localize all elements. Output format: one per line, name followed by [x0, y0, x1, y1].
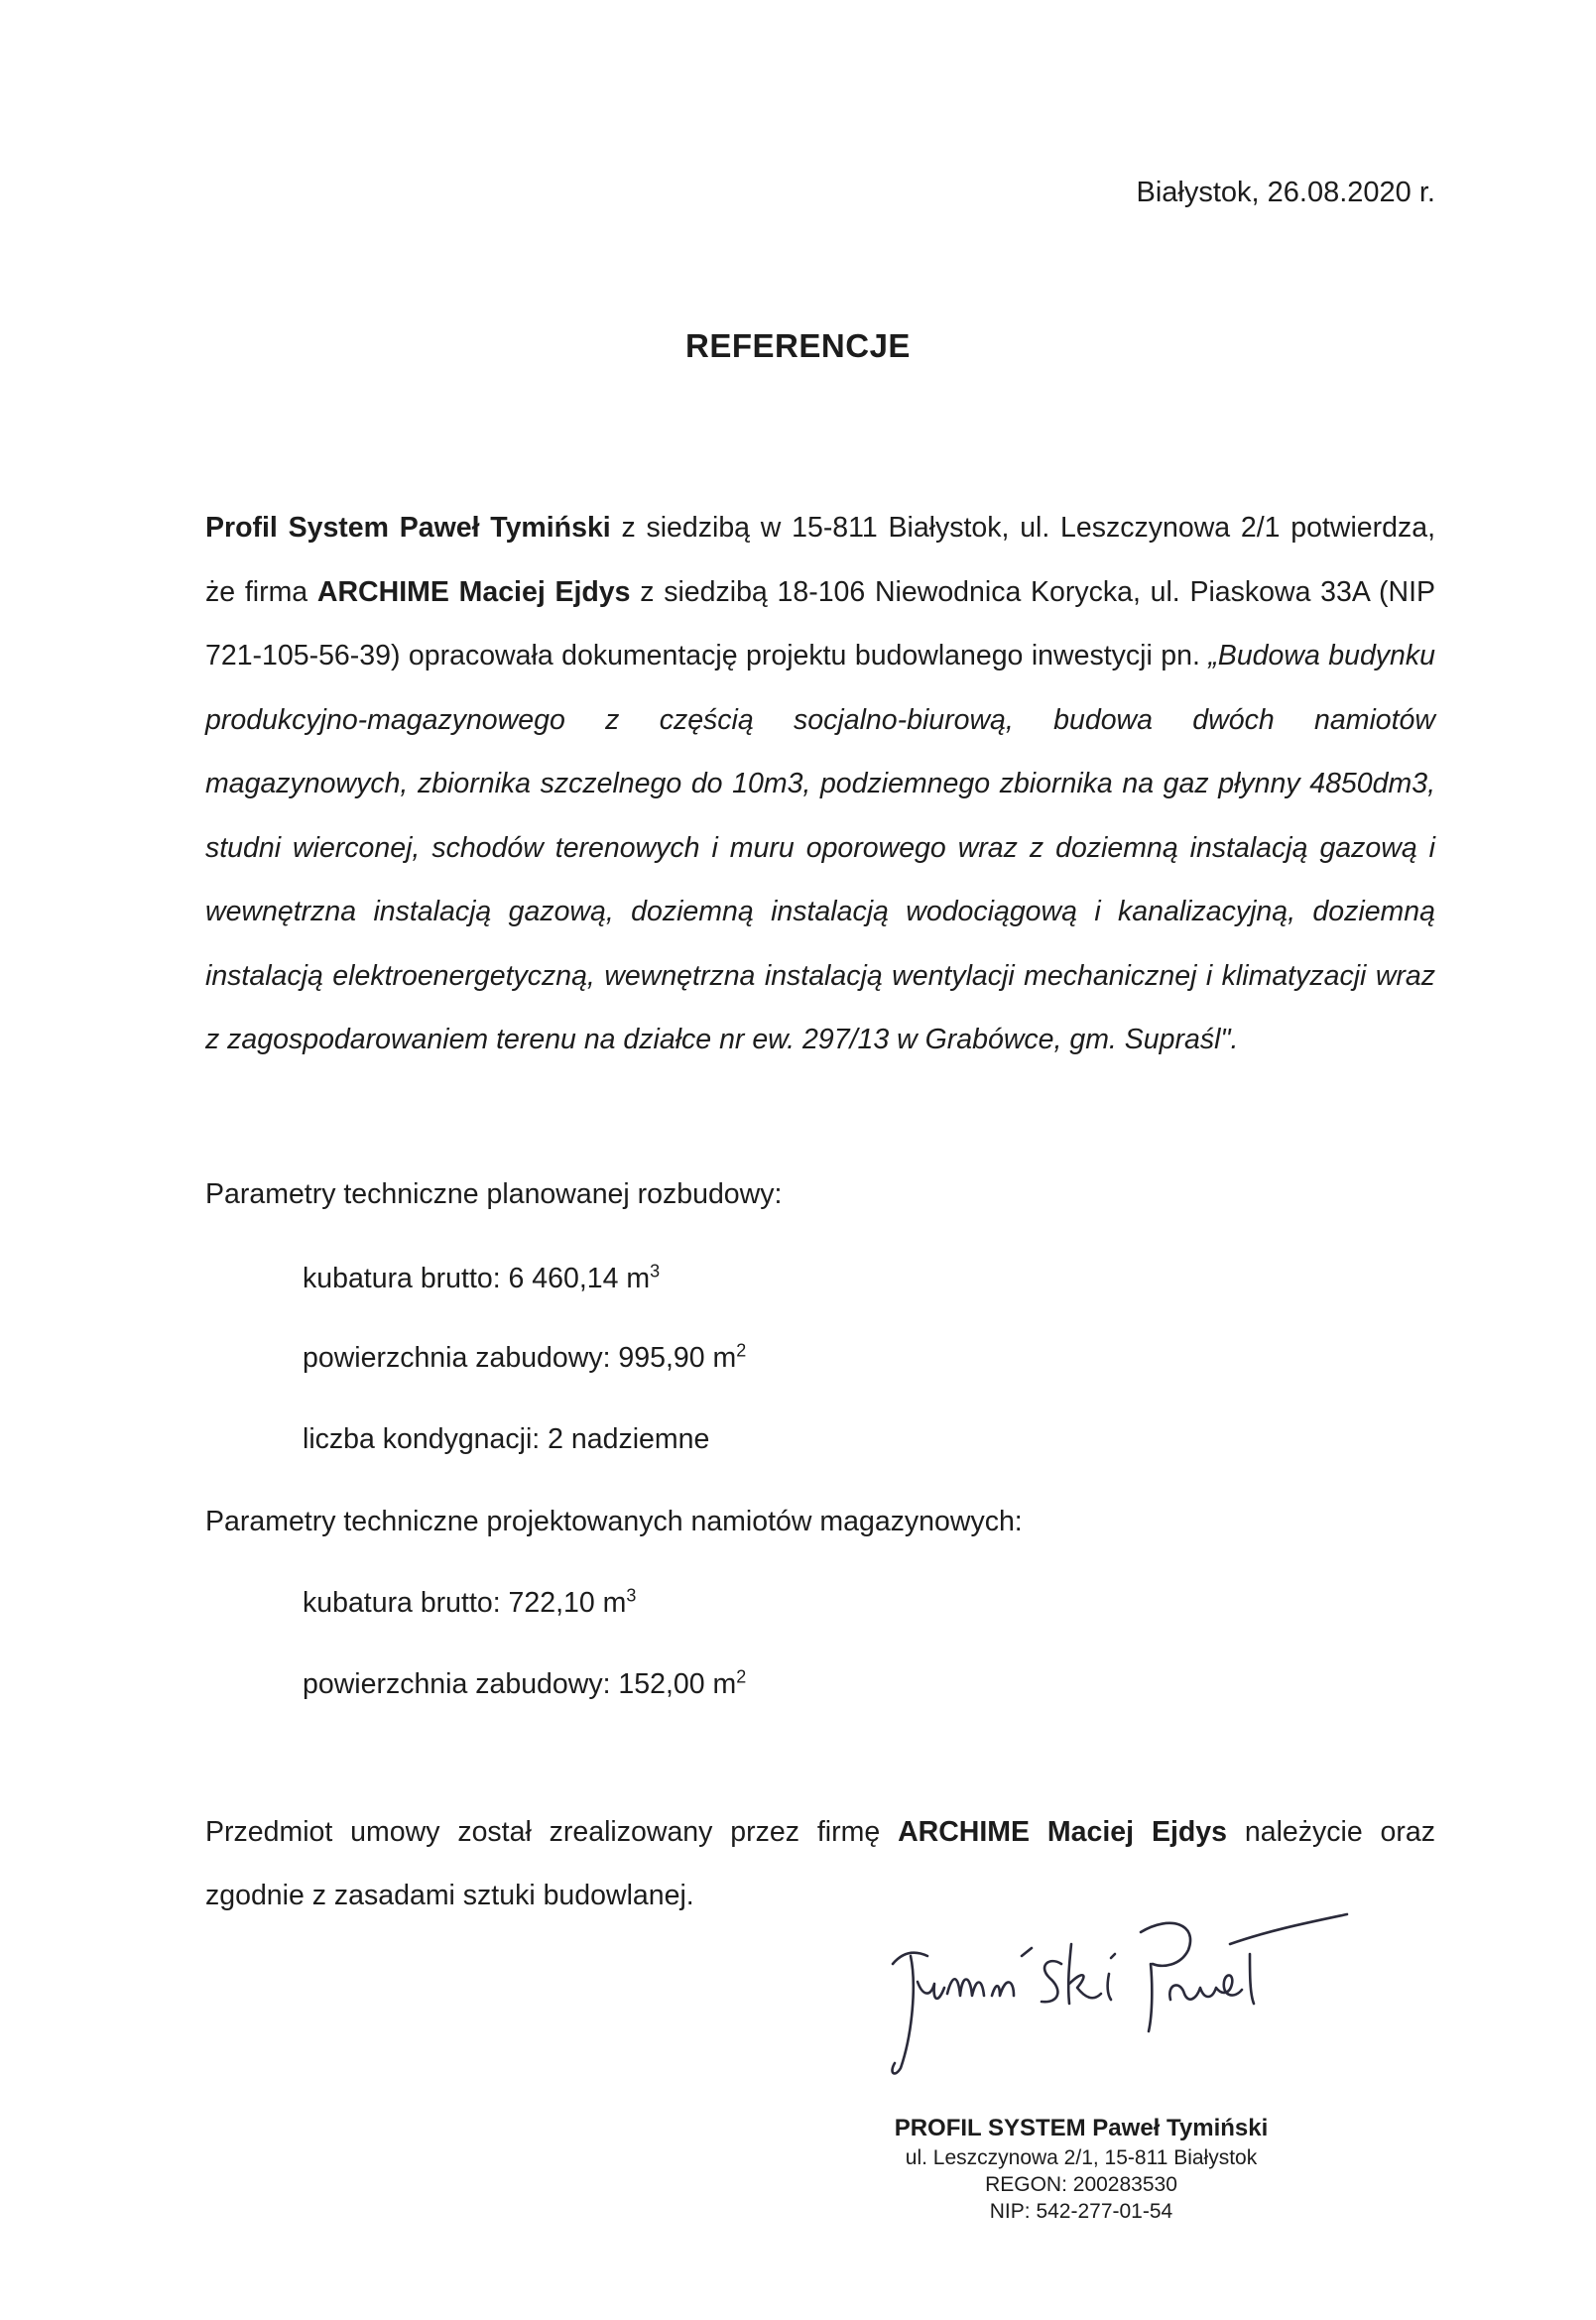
paragraph-text-part1: z siedzibą w 15-811 Białystok, ul. Leszczynowa 2/1 potwierdza, że firma [205, 512, 1435, 608]
param-tents-gross-volume: kubatura brutto: 722,10 $m^3$ [303, 1585, 637, 1619]
param-storeys: liczba kondygnacji: 2 nadziemne [303, 1423, 710, 1455]
contractor-company-name: ARCHIME Maciej Ejdys [316, 575, 631, 608]
stamp-address: ul. Leszczynowa 2/1, 15-811 Białystok [905, 2146, 1258, 2169]
investment-name: „Budowa budynku produkcyjno-magazynowego z częścią socjalno-biurową, budowa dwóch namiotów magazynowych, zbiornika szczelnego do 10m3, podziemnego zbiornika na gaz płynny 4850dm3, studni wierconej, schodów terenowych i muru oporowego wraz z doziemną instalacją gazową i wewnętrzna instalacją gazową, doziemną instalacją wodociągową i kanalizacyjną, doziemną instalacją elektroenergetyczną, wewnętrzna instalacją wentylacji mechanicznej i klimatyzacji wraz z zagospodarowaniem terenu na działce nr ew. 297/13 w Grabówce, gm. Supraśl". [205, 640, 1435, 1055]
stamp-nip: NIP: 542-277-01-54 [989, 2200, 1173, 2223]
param-tents-built-area: powierzchnia zabudowy: 152,00 $m^2$ [303, 1666, 747, 1700]
issuer-company-name: Profil System Paweł Tymiński [205, 512, 611, 544]
closing-paragraph: Przedmiot umowy został zrealizowany przez firmę ARCHIME Maciej Ejdys należycie oraz zgodnie z zasadami sztuki budowlanej. [205, 1816, 1435, 1911]
document-title: REFERENCJE [685, 327, 911, 364]
stamp-regon: REGON: 200283530 [985, 2173, 1177, 2196]
param-built-area: powierzchnia zabudowy: 995,90 $m^2$ [303, 1340, 747, 1374]
handwritten-signature [873, 1904, 1349, 2083]
company-stamp [873, 2113, 1289, 2225]
contractor-company-name-closing: ARCHIME Maciej Ejdys [898, 1816, 1227, 1848]
stamp-company-name: PROFIL SYSTEM Paweł Tymiński [894, 2115, 1269, 2141]
param-gross-volume: kubatura brutto: 6 460,14 $m^3$ [303, 1261, 661, 1294]
reference-paragraph [205, 496, 1435, 1072]
paragraph-text-part2: z siedzibą 18-106 Niewodnica Korycka, ul. Piaskowa 33A (NIP 721-105-56-39) opracowała dokumentację projektu budowlanego inwestycji pn. [205, 575, 1436, 672]
params-expansion-heading: Parametry techniczne planowanej rozbudowy: [205, 1178, 783, 1210]
document-date: Białystok, 26.08.2020 r. [1136, 177, 1435, 208]
params-tents-heading: Parametry techniczne projektowanych namiotów magazynowych: [205, 1506, 1023, 1537]
